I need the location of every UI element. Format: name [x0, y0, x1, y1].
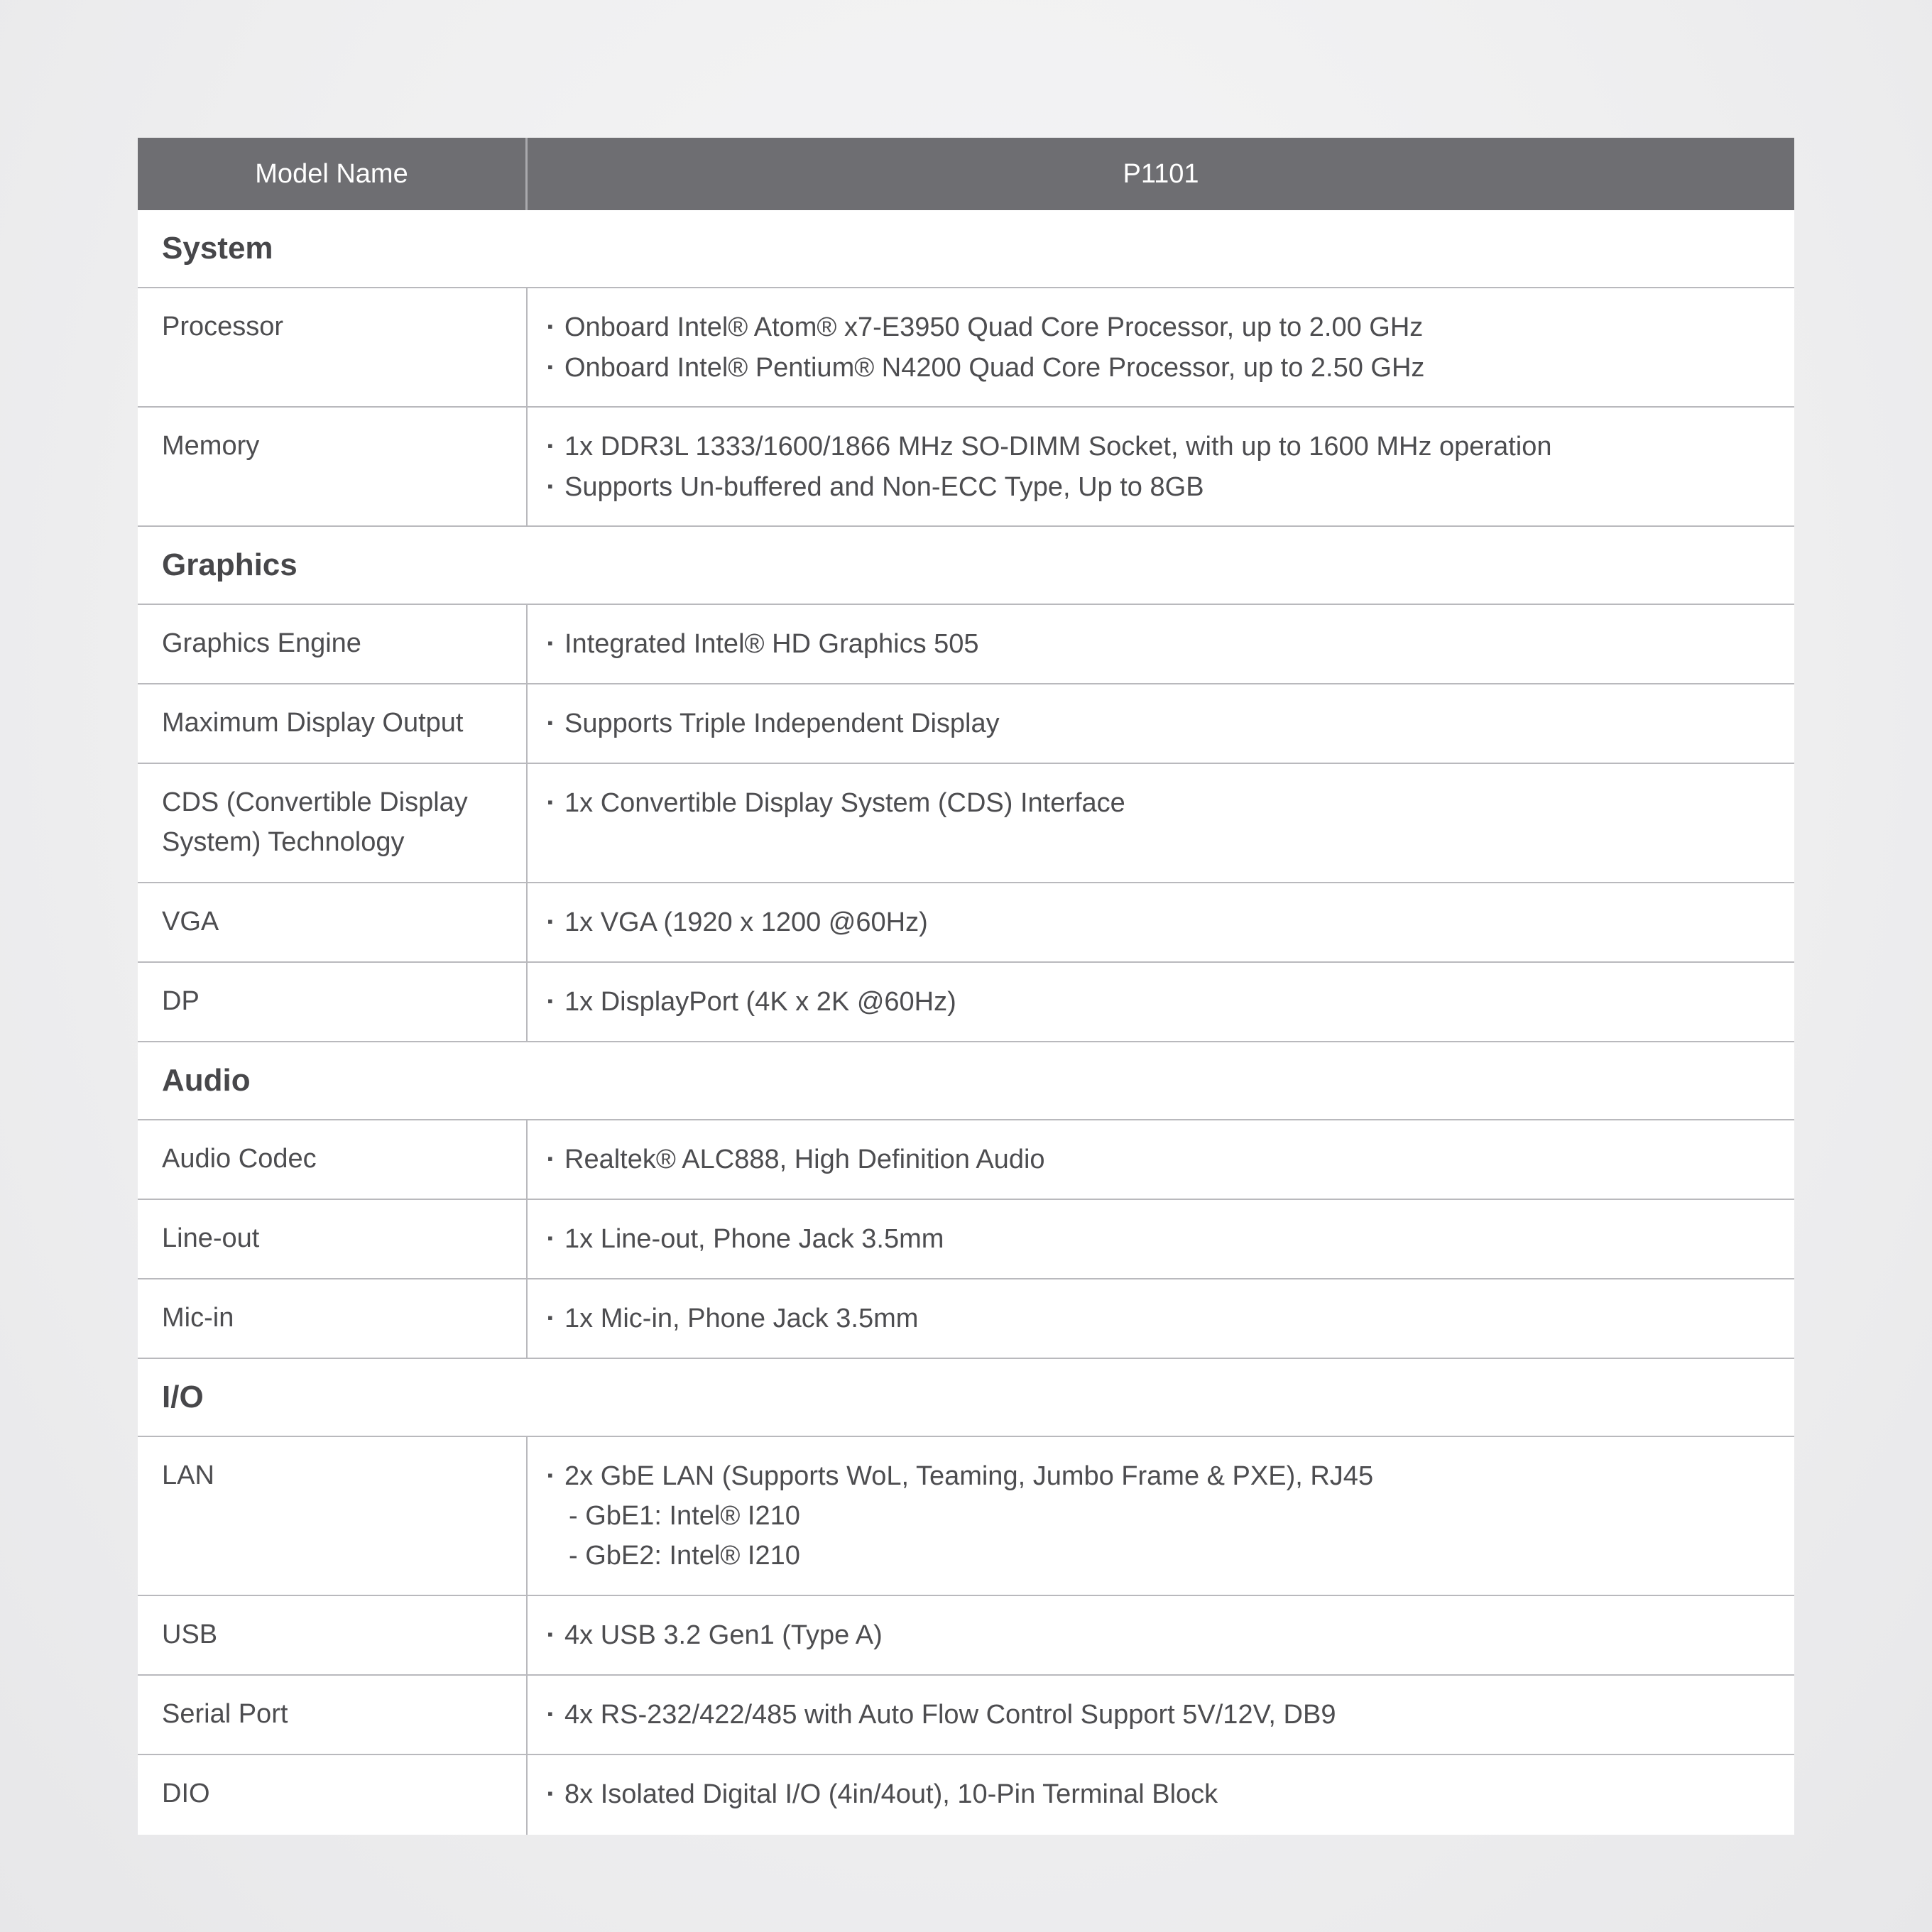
spec-label: Memory: [138, 408, 528, 525]
spec-row-dp: [138, 963, 1794, 1042]
spec-value: [528, 883, 1794, 961]
spec-label: Graphics Engine: [138, 605, 528, 683]
spec-label: Mic-in: [138, 1279, 528, 1358]
spec-row-lan: [138, 1437, 1794, 1596]
spec-label: Audio Codec: [138, 1120, 528, 1199]
spec-row-dio: [138, 1755, 1794, 1835]
spec-label: DP: [138, 963, 528, 1041]
spec-line: ▪ 1x Convertible Display System (CDS) Interface: [547, 782, 1780, 823]
spec-label: [138, 764, 528, 882]
spec-line: ▪ Onboard Intel® Pentium® N4200 Quad Core Processor, up to 2.50 GHz: [547, 347, 1780, 388]
spec-row-audio-codec: [138, 1120, 1794, 1200]
section-graphics-title: Graphics: [138, 527, 1794, 605]
spec-label-line: System) Technology: [162, 827, 405, 857]
spec-line: ▪ 1x DDR3L 1333/1600/1866 MHz SO-DIMM Socket, with up to 1600 MHz operation: [547, 426, 1780, 466]
spec-label: VGA: [138, 883, 528, 961]
spec-value: [528, 1279, 1794, 1358]
spec-row-vga: [138, 883, 1794, 963]
spec-row-graphics-engine: [138, 605, 1794, 684]
spec-value: [528, 1437, 1794, 1595]
table-header-row: [138, 138, 1794, 210]
section-system-title: System: [138, 210, 1794, 288]
header-model-name-label: Model Name: [138, 138, 528, 210]
spec-label: Line-out: [138, 1200, 528, 1278]
spec-value: [528, 288, 1794, 406]
spec-row-line-out: [138, 1200, 1794, 1279]
spec-line: ▪ 1x VGA (1920 x 1200 @60Hz): [547, 902, 1780, 942]
section-io-title: I/O: [138, 1359, 1794, 1437]
spec-table: [138, 138, 1794, 1835]
spec-line: ▪ 1x DisplayPort (4K x 2K @60Hz): [547, 981, 1780, 1022]
spec-value: [528, 963, 1794, 1041]
spec-line: ▪ Supports Un-buffered and Non-ECC Type, Up to 8GB: [547, 466, 1780, 507]
spec-label: LAN: [138, 1437, 528, 1595]
spec-line: ▪ 4x RS-232/422/485 with Auto Flow Control Support 5V/12V, DB9: [547, 1694, 1780, 1735]
spec-row-usb: [138, 1596, 1794, 1676]
spec-label: Processor: [138, 288, 528, 406]
spec-line: ▪ 4x USB 3.2 Gen1 (Type A): [547, 1615, 1780, 1655]
spec-row-max-display-output: [138, 684, 1794, 764]
spec-value: [528, 764, 1794, 882]
spec-label: Maximum Display Output: [138, 684, 528, 763]
spec-label: USB: [138, 1596, 528, 1674]
spec-value: [528, 1755, 1794, 1835]
spec-value: [528, 1200, 1794, 1278]
spec-line: ▪ 2x GbE LAN (Supports WoL, Teaming, Jumbo Frame & PXE), RJ45: [547, 1456, 1780, 1496]
spec-line: ▪ Integrated Intel® HD Graphics 505: [547, 623, 1780, 664]
spec-label-line: CDS (Convertible Display: [162, 787, 468, 817]
spec-label: Serial Port: [138, 1676, 528, 1754]
spec-row-mic-in: [138, 1279, 1794, 1359]
spec-value: [528, 1120, 1794, 1199]
spec-row-memory: [138, 408, 1794, 527]
spec-row-processor: [138, 288, 1794, 408]
spec-value: [528, 605, 1794, 683]
spec-row-serial-port: [138, 1676, 1794, 1755]
spec-row-cds: [138, 764, 1794, 883]
spec-line: ▪ 1x Mic-in, Phone Jack 3.5mm: [547, 1298, 1780, 1338]
spec-label: DIO: [138, 1755, 528, 1835]
spec-value: [528, 1596, 1794, 1674]
spec-line: ▪ Realtek® ALC888, High Definition Audio: [547, 1139, 1780, 1179]
spec-line: ▪ 1x Line-out, Phone Jack 3.5mm: [547, 1218, 1780, 1259]
section-audio-title: Audio: [138, 1042, 1794, 1120]
spec-value: [528, 408, 1794, 525]
spec-sub-line: - GbE2: Intel® I210: [569, 1541, 800, 1571]
spec-value: [528, 1676, 1794, 1754]
spec-sub-line: - GbE1: Intel® I210: [569, 1501, 800, 1531]
spec-line: ▪ Onboard Intel® Atom® x7-E3950 Quad Core Processor, up to 2.00 GHz: [547, 307, 1780, 347]
spec-value: [528, 684, 1794, 763]
spec-line: ▪ Supports Triple Independent Display: [547, 703, 1780, 743]
spec-line: ▪ 8x Isolated Digital I/O (4in/4out), 10-Pin Terminal Block: [547, 1774, 1780, 1814]
header-model-value: P1101: [1123, 158, 1199, 189]
